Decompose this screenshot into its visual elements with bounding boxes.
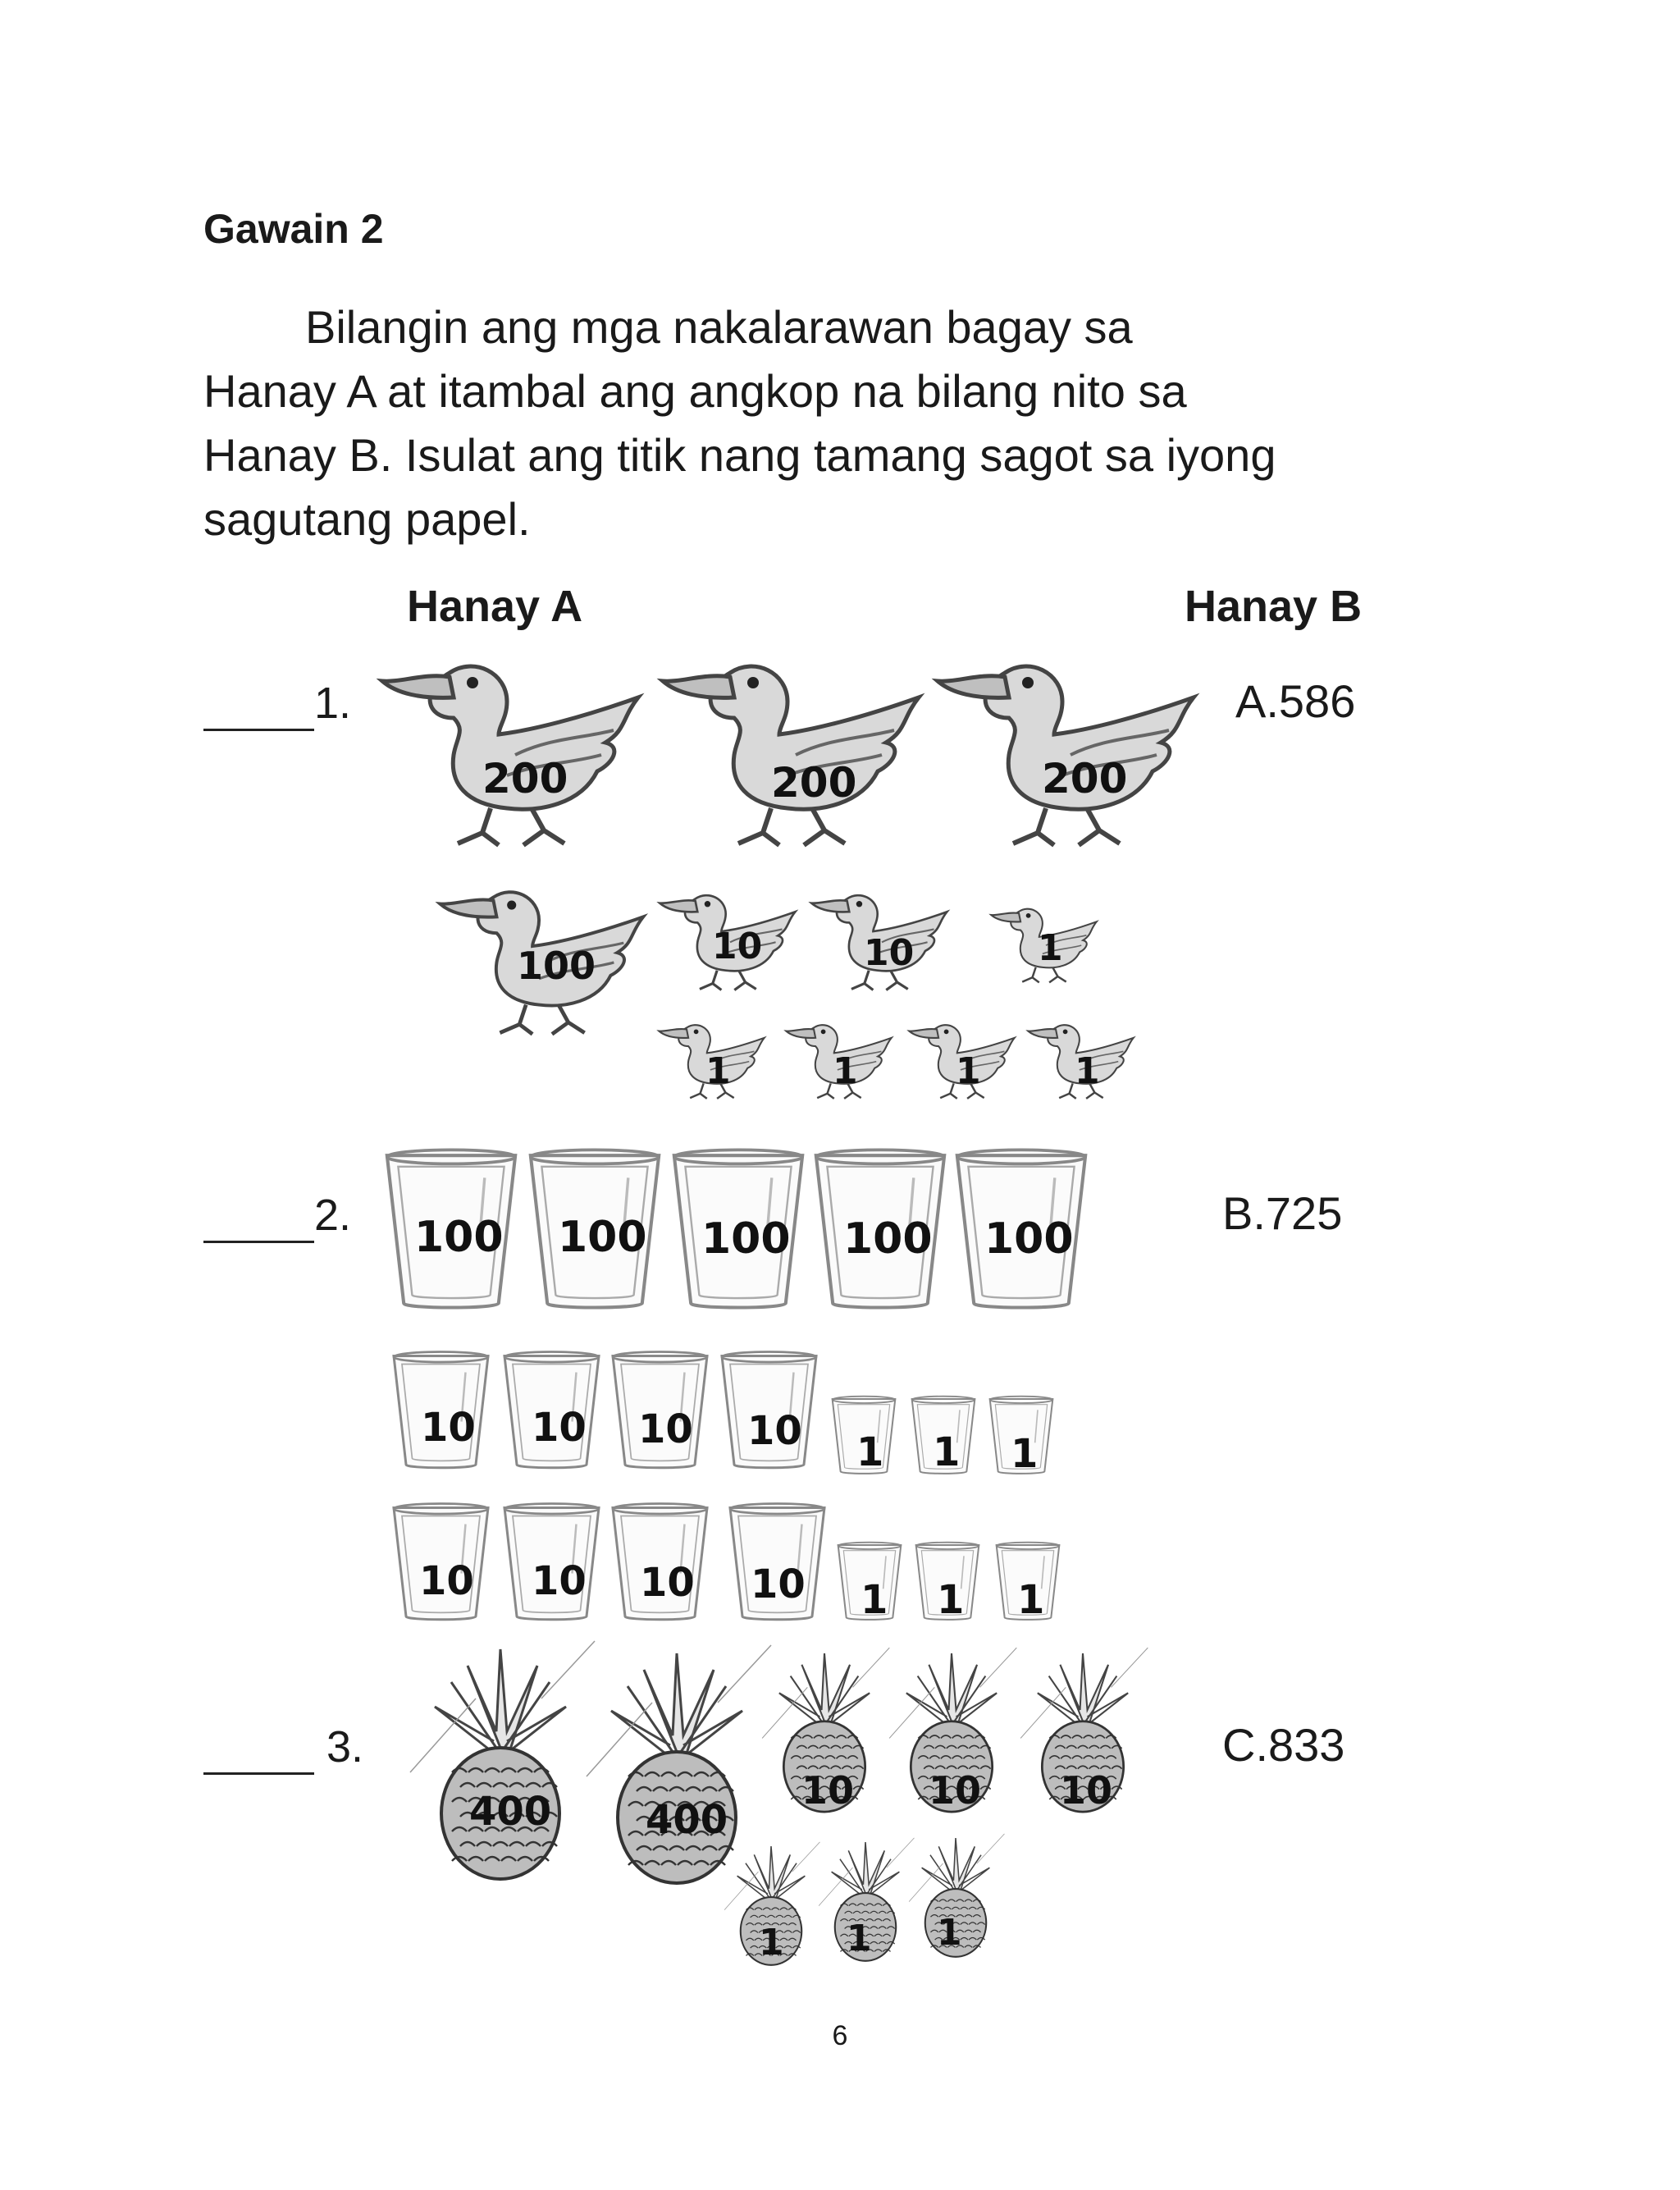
answer-blank[interactable] <box>203 678 314 731</box>
glass-value-label: 1 <box>937 1577 965 1623</box>
glass-value-label: 100 <box>984 1214 1074 1264</box>
duck-picture <box>376 640 655 853</box>
duck-picture <box>656 640 935 853</box>
glass-picture <box>726 1497 829 1629</box>
glass-picture <box>381 1132 521 1329</box>
instruction-line-3: Hanay B. Isulat ang titik nang tamang sagot sa iyong <box>203 429 1276 481</box>
duck-picture <box>435 870 656 1042</box>
instruction-line-1: Bilangin ang mga nakalarawan bagay sa <box>305 301 1133 353</box>
pineapple-value-label: 10 <box>929 1768 982 1813</box>
duck-value-label: 1 <box>705 1050 731 1092</box>
duck-value-label: 1 <box>833 1050 858 1092</box>
glass-value-label: 10 <box>640 1560 695 1606</box>
glass-value-label: 10 <box>638 1406 693 1452</box>
pineapple-value-label: 400 <box>646 1797 728 1843</box>
pineapple-value-label: 1 <box>847 1918 872 1959</box>
pineapple-picture <box>767 1653 882 1817</box>
glass-value-label: 10 <box>751 1561 806 1607</box>
glass-picture <box>525 1132 664 1329</box>
duck-picture <box>988 893 1103 991</box>
glass-value-label: 100 <box>843 1214 933 1264</box>
answer-blank[interactable] <box>203 1721 314 1775</box>
duck-picture <box>656 876 804 999</box>
glass-picture <box>911 1541 984 1623</box>
column-a-heading: Hanay A <box>407 582 583 631</box>
pineapple-picture <box>820 1842 911 1965</box>
item-number: 1. <box>314 679 352 728</box>
item-2-row <box>203 1190 351 1243</box>
glass-picture <box>609 1346 711 1477</box>
glass-value-label: 1 <box>933 1429 961 1475</box>
glass-picture <box>991 1541 1065 1623</box>
glass-picture <box>906 1395 980 1477</box>
answer-blank[interactable] <box>203 1190 314 1243</box>
duck-picture <box>906 1011 1021 1105</box>
pineapple-value-label: 400 <box>469 1789 552 1835</box>
glass-value-label: 10 <box>421 1405 476 1451</box>
duck-picture <box>1025 1011 1140 1105</box>
instruction-line-2: Hanay A at itambal ang angkop na bilang nito sa <box>203 365 1187 417</box>
glass-picture <box>669 1132 808 1329</box>
glass-value-label: 100 <box>414 1213 504 1262</box>
item-number: 3. <box>326 1722 364 1772</box>
pineapple-picture <box>1025 1653 1140 1817</box>
glass-picture <box>810 1132 950 1329</box>
duck-drawing <box>656 640 935 853</box>
page-number: 6 <box>832 2020 848 2051</box>
glass-value-label: 10 <box>747 1408 802 1454</box>
activity-title: Gawain 2 <box>203 206 384 252</box>
column-b-heading: Hanay B <box>1185 582 1363 631</box>
duck-value-label: 1 <box>1038 927 1063 969</box>
glass-value-label: 100 <box>701 1214 791 1264</box>
glass-picture <box>390 1497 492 1629</box>
item-1-row <box>203 678 351 731</box>
pineapple-value-label: 10 <box>801 1768 855 1813</box>
duck-drawing <box>931 640 1210 853</box>
duck-picture <box>783 1011 898 1105</box>
pineapple-picture <box>418 1649 582 1887</box>
instruction-line-4: sagutang papel. <box>203 493 531 545</box>
pineapple-picture <box>894 1653 1009 1817</box>
choice-b: B.725 <box>1222 1187 1343 1239</box>
duck-value-label: 100 <box>517 944 596 988</box>
duck-value-label: 10 <box>712 926 763 967</box>
glass-picture <box>500 1346 603 1477</box>
glass-value-label: 10 <box>532 1405 587 1451</box>
glass-value-label: 1 <box>1017 1577 1045 1623</box>
pineapple-drawing <box>418 1649 582 1887</box>
pineapple-picture <box>726 1846 816 1969</box>
glass-value-label: 1 <box>856 1429 884 1475</box>
item-3-row <box>203 1721 363 1775</box>
glass-picture <box>718 1346 820 1477</box>
duck-drawing <box>376 640 655 853</box>
duck-value-label: 200 <box>1042 755 1128 802</box>
glass-value-label: 1 <box>861 1577 888 1623</box>
glass-picture <box>833 1541 906 1623</box>
pineapple-value-label: 10 <box>1060 1768 1113 1813</box>
duck-picture <box>931 640 1210 853</box>
glass-value-label: 1 <box>1011 1431 1039 1477</box>
glass-picture <box>952 1132 1091 1329</box>
pineapple-value-label: 1 <box>759 1922 784 1964</box>
glass-value-label: 100 <box>558 1213 647 1262</box>
glass-picture <box>609 1497 711 1629</box>
duck-picture <box>808 876 956 999</box>
glass-picture <box>827 1395 901 1477</box>
glass-value-label: 10 <box>419 1558 474 1604</box>
duck-value-label: 1 <box>1075 1050 1100 1092</box>
glass-picture <box>984 1395 1058 1477</box>
pineapple-value-label: 1 <box>937 1912 962 1954</box>
duck-value-label: 200 <box>482 755 568 802</box>
glass-picture <box>390 1346 492 1477</box>
duck-value-label: 200 <box>771 759 857 807</box>
glass-picture <box>500 1497 603 1629</box>
pineapple-picture <box>911 1838 1001 1961</box>
choice-a: A.586 <box>1235 675 1356 727</box>
duck-value-label: 1 <box>956 1050 981 1092</box>
glass-value-label: 10 <box>532 1558 587 1604</box>
choice-c: C.833 <box>1222 1719 1345 1771</box>
duck-value-label: 10 <box>864 932 915 974</box>
item-number: 2. <box>314 1191 352 1240</box>
duck-picture <box>656 1011 771 1105</box>
